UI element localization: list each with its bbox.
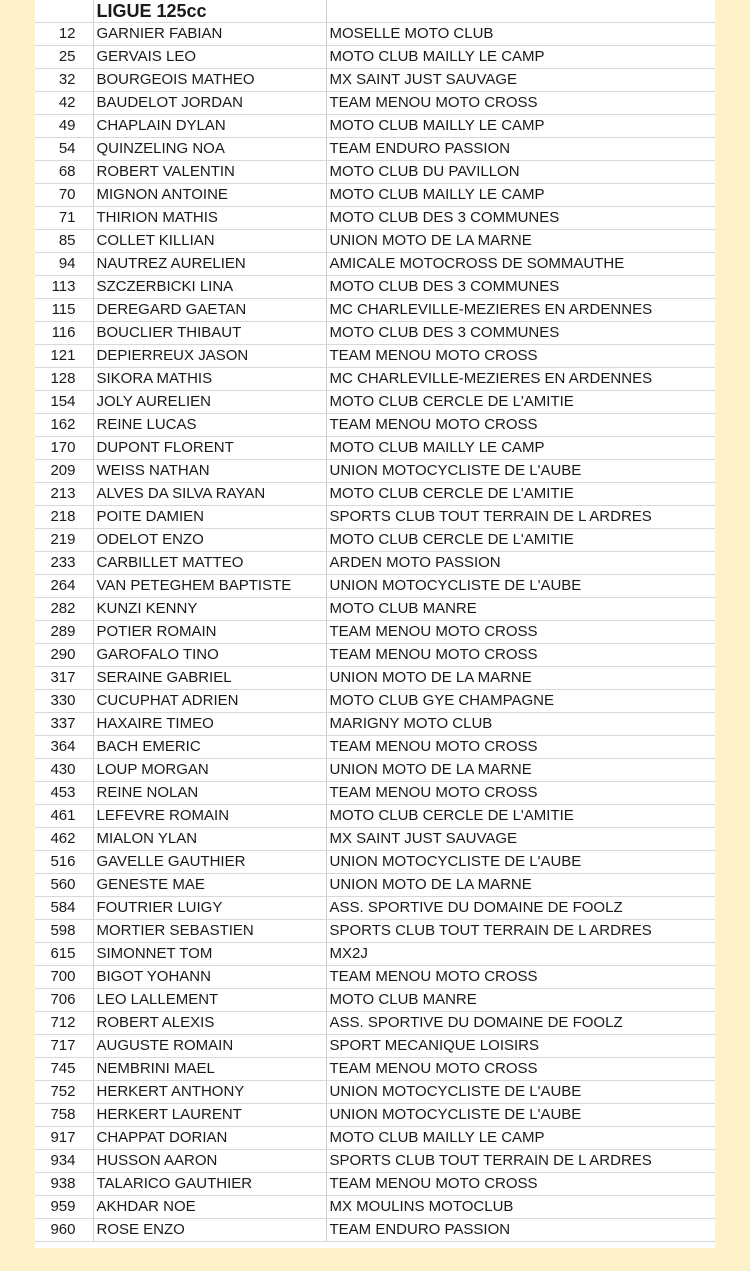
table-row: [35, 1058, 715, 1081]
entry-table-body: [35, 0, 715, 1242]
rider-name: ROBERT ALEXIS: [93, 1012, 326, 1035]
rider-number: 94: [35, 253, 93, 276]
rider-number: 209: [35, 460, 93, 483]
rider-name: GENESTE MAE: [93, 874, 326, 897]
table-row: [35, 414, 715, 437]
rider-name: VAN PETEGHEM BAPTISTE: [93, 575, 326, 598]
table-row: [35, 1035, 715, 1058]
table-row: [35, 276, 715, 299]
table-row: [35, 1104, 715, 1127]
club-name: MX SAINT JUST SAUVAGE: [326, 69, 715, 92]
table-row: [35, 460, 715, 483]
rider-number: 116: [35, 322, 93, 345]
club-name: UNION MOTOCYCLISTE DE L'AUBE: [326, 1104, 715, 1127]
rider-name: GAVELLE GAUTHIER: [93, 851, 326, 874]
table-row: [35, 391, 715, 414]
table-row: [35, 299, 715, 322]
rider-number: 233: [35, 552, 93, 575]
table-row: [35, 943, 715, 966]
rider-name: KUNZI KENNY: [93, 598, 326, 621]
club-name: MX2J: [326, 943, 715, 966]
club-name: MOTO CLUB CERCLE DE L'AMITIE: [326, 391, 715, 414]
table-row: [35, 184, 715, 207]
table-row: [35, 989, 715, 1012]
rider-name: GAROFALO TINO: [93, 644, 326, 667]
club-name: MOSELLE MOTO CLUB: [326, 23, 715, 46]
rider-name: THIRION MATHIS: [93, 207, 326, 230]
rider-number: 430: [35, 759, 93, 782]
table-row: [35, 966, 715, 989]
rider-number: 317: [35, 667, 93, 690]
rider-name: AKHDAR NOE: [93, 1196, 326, 1219]
table-row: [35, 621, 715, 644]
club-name: TEAM ENDURO PASSION: [326, 1219, 715, 1242]
rider-name: MIGNON ANTOINE: [93, 184, 326, 207]
rider-name: DEPIERREUX JASON: [93, 345, 326, 368]
club-name: SPORTS CLUB TOUT TERRAIN DE L ARDRES: [326, 920, 715, 943]
table-row: [35, 920, 715, 943]
rider-name: ALVES DA SILVA RAYAN: [93, 483, 326, 506]
rider-number: 218: [35, 506, 93, 529]
rider-number: 706: [35, 989, 93, 1012]
rider-name: CUCUPHAT ADRIEN: [93, 690, 326, 713]
table-row: [35, 437, 715, 460]
rider-name: BOURGEOIS MATHEO: [93, 69, 326, 92]
rider-name: NAUTREZ AURELIEN: [93, 253, 326, 276]
rider-name: CARBILLET MATTEO: [93, 552, 326, 575]
table-row: [35, 782, 715, 805]
club-name: ARDEN MOTO PASSION: [326, 552, 715, 575]
rider-name: BACH EMERIC: [93, 736, 326, 759]
rider-number: 337: [35, 713, 93, 736]
club-name: TEAM MENOU MOTO CROSS: [326, 644, 715, 667]
rider-number: 938: [35, 1173, 93, 1196]
rider-name: BAUDELOT JORDAN: [93, 92, 326, 115]
page-title: LIGUE 125cc: [93, 0, 326, 23]
rider-name: DUPONT FLORENT: [93, 437, 326, 460]
table-row: [35, 805, 715, 828]
rider-name: SIKORA MATHIS: [93, 368, 326, 391]
club-name: TEAM MENOU MOTO CROSS: [326, 345, 715, 368]
rider-number: 700: [35, 966, 93, 989]
header-empty-cell: [35, 0, 93, 23]
rider-name: BIGOT YOHANN: [93, 966, 326, 989]
rider-name: HUSSON AARON: [93, 1150, 326, 1173]
table-row: [35, 230, 715, 253]
rider-name: ROBERT VALENTIN: [93, 161, 326, 184]
rider-name: ODELOT ENZO: [93, 529, 326, 552]
rider-number: 264: [35, 575, 93, 598]
club-name: MC CHARLEVILLE-MEZIERES EN ARDENNES: [326, 368, 715, 391]
club-name: TEAM MENOU MOTO CROSS: [326, 782, 715, 805]
table-row: [35, 322, 715, 345]
table-row: [35, 23, 715, 46]
table-row: [35, 506, 715, 529]
club-name: TEAM MENOU MOTO CROSS: [326, 1173, 715, 1196]
rider-number: 115: [35, 299, 93, 322]
club-name: TEAM MENOU MOTO CROSS: [326, 92, 715, 115]
table-row: [35, 253, 715, 276]
club-name: MOTO CLUB MAILLY LE CAMP: [326, 437, 715, 460]
club-name: SPORTS CLUB TOUT TERRAIN DE L ARDRES: [326, 1150, 715, 1173]
rider-number: 330: [35, 690, 93, 713]
rider-name: WEISS NATHAN: [93, 460, 326, 483]
rider-name: SZCZERBICKI LINA: [93, 276, 326, 299]
rider-name: COLLET KILLIAN: [93, 230, 326, 253]
club-name: MOTO CLUB MAILLY LE CAMP: [326, 115, 715, 138]
table-row: [35, 736, 715, 759]
table-row: [35, 207, 715, 230]
rider-number: 959: [35, 1196, 93, 1219]
table-row: [35, 161, 715, 184]
table-row: [35, 552, 715, 575]
club-name: UNION MOTOCYCLISTE DE L'AUBE: [326, 460, 715, 483]
rider-name: HERKERT ANTHONY: [93, 1081, 326, 1104]
rider-number: 758: [35, 1104, 93, 1127]
club-name: TEAM MENOU MOTO CROSS: [326, 621, 715, 644]
rider-number: 934: [35, 1150, 93, 1173]
rider-name: CHAPPAT DORIAN: [93, 1127, 326, 1150]
rider-name: POITE DAMIEN: [93, 506, 326, 529]
rider-name: MORTIER SEBASTIEN: [93, 920, 326, 943]
table-row: [35, 1150, 715, 1173]
table-row: [35, 483, 715, 506]
club-name: MX MOULINS MOTOCLUB: [326, 1196, 715, 1219]
club-name: AMICALE MOTOCROSS DE SOMMAUTHE: [326, 253, 715, 276]
rider-name: TALARICO GAUTHIER: [93, 1173, 326, 1196]
club-name: MOTO CLUB DES 3 COMMUNES: [326, 276, 715, 299]
rider-number: 42: [35, 92, 93, 115]
rider-name: GERVAIS LEO: [93, 46, 326, 69]
rider-number: 461: [35, 805, 93, 828]
entry-table: [35, 0, 715, 1242]
rider-name: DEREGARD GAETAN: [93, 299, 326, 322]
rider-number: 615: [35, 943, 93, 966]
club-name: UNION MOTO DE LA MARNE: [326, 759, 715, 782]
table-row: [35, 138, 715, 161]
club-name: UNION MOTOCYCLISTE DE L'AUBE: [326, 575, 715, 598]
rider-name: BOUCLIER THIBAUT: [93, 322, 326, 345]
rider-number: 745: [35, 1058, 93, 1081]
table-row: [35, 345, 715, 368]
table-row: [35, 1196, 715, 1219]
entry-list-sheet: [35, 0, 715, 1248]
rider-number: 12: [35, 23, 93, 46]
club-name: UNION MOTOCYCLISTE DE L'AUBE: [326, 851, 715, 874]
rider-number: 516: [35, 851, 93, 874]
table-row: [35, 713, 715, 736]
rider-number: 71: [35, 207, 93, 230]
club-name: TEAM ENDURO PASSION: [326, 138, 715, 161]
table-row: [35, 828, 715, 851]
rider-number: 462: [35, 828, 93, 851]
table-row: [35, 690, 715, 713]
rider-number: 453: [35, 782, 93, 805]
rider-number: 752: [35, 1081, 93, 1104]
rider-name: HAXAIRE TIMEO: [93, 713, 326, 736]
table-row: [35, 1127, 715, 1150]
rider-name: JOLY AURELIEN: [93, 391, 326, 414]
header-empty-cell: [326, 0, 715, 23]
club-name: MOTO CLUB DES 3 COMMUNES: [326, 207, 715, 230]
rider-name: HERKERT LAURENT: [93, 1104, 326, 1127]
table-row: [35, 46, 715, 69]
rider-number: 560: [35, 874, 93, 897]
rider-number: 68: [35, 161, 93, 184]
header-row: [35, 0, 715, 23]
table-row: [35, 529, 715, 552]
club-name: MX SAINT JUST SAUVAGE: [326, 828, 715, 851]
club-name: UNION MOTO DE LA MARNE: [326, 230, 715, 253]
club-name: MC CHARLEVILLE-MEZIERES EN ARDENNES: [326, 299, 715, 322]
club-name: MOTO CLUB MAILLY LE CAMP: [326, 184, 715, 207]
rider-name: SERAINE GABRIEL: [93, 667, 326, 690]
club-name: MOTO CLUB CERCLE DE L'AMITIE: [326, 529, 715, 552]
club-name: MOTO CLUB CERCLE DE L'AMITIE: [326, 805, 715, 828]
rider-name: GARNIER FABIAN: [93, 23, 326, 46]
club-name: ASS. SPORTIVE DU DOMAINE DE FOOLZ: [326, 1012, 715, 1035]
club-name: TEAM MENOU MOTO CROSS: [326, 414, 715, 437]
table-row: [35, 1081, 715, 1104]
rider-number: 170: [35, 437, 93, 460]
table-row: [35, 1219, 715, 1242]
rider-number: 121: [35, 345, 93, 368]
rider-name: NEMBRINI MAEL: [93, 1058, 326, 1081]
rider-number: 290: [35, 644, 93, 667]
club-name: TEAM MENOU MOTO CROSS: [326, 736, 715, 759]
club-name: UNION MOTO DE LA MARNE: [326, 874, 715, 897]
table-row: [35, 644, 715, 667]
table-row: [35, 115, 715, 138]
rider-number: 213: [35, 483, 93, 506]
rider-name: AUGUSTE ROMAIN: [93, 1035, 326, 1058]
rider-number: 289: [35, 621, 93, 644]
club-name: MOTO CLUB MAILLY LE CAMP: [326, 1127, 715, 1150]
rider-number: 584: [35, 897, 93, 920]
rider-number: 32: [35, 69, 93, 92]
rider-number: 49: [35, 115, 93, 138]
rider-number: 54: [35, 138, 93, 161]
rider-number: 162: [35, 414, 93, 437]
rider-number: 128: [35, 368, 93, 391]
table-row: [35, 897, 715, 920]
club-name: MOTO CLUB GYE CHAMPAGNE: [326, 690, 715, 713]
table-row: [35, 1012, 715, 1035]
club-name: MOTO CLUB MAILLY LE CAMP: [326, 46, 715, 69]
table-row: [35, 1173, 715, 1196]
table-row: [35, 667, 715, 690]
club-name: SPORT MECANIQUE LOISIRS: [326, 1035, 715, 1058]
table-row: [35, 575, 715, 598]
rider-number: 85: [35, 230, 93, 253]
rider-number: 364: [35, 736, 93, 759]
club-name: UNION MOTO DE LA MARNE: [326, 667, 715, 690]
table-row: [35, 69, 715, 92]
club-name: UNION MOTOCYCLISTE DE L'AUBE: [326, 1081, 715, 1104]
rider-number: 25: [35, 46, 93, 69]
rider-number: 960: [35, 1219, 93, 1242]
rider-name: SIMONNET TOM: [93, 943, 326, 966]
rider-number: 282: [35, 598, 93, 621]
table-row: [35, 759, 715, 782]
rider-name: REINE LUCAS: [93, 414, 326, 437]
rider-name: LEFEVRE ROMAIN: [93, 805, 326, 828]
rider-number: 712: [35, 1012, 93, 1035]
club-name: SPORTS CLUB TOUT TERRAIN DE L ARDRES: [326, 506, 715, 529]
rider-name: QUINZELING NOA: [93, 138, 326, 161]
rider-number: 154: [35, 391, 93, 414]
club-name: MARIGNY MOTO CLUB: [326, 713, 715, 736]
rider-name: FOUTRIER LUIGY: [93, 897, 326, 920]
table-row: [35, 368, 715, 391]
rider-number: 113: [35, 276, 93, 299]
rider-name: REINE NOLAN: [93, 782, 326, 805]
rider-number: 917: [35, 1127, 93, 1150]
rider-name: POTIER ROMAIN: [93, 621, 326, 644]
club-name: TEAM MENOU MOTO CROSS: [326, 1058, 715, 1081]
rider-name: LOUP MORGAN: [93, 759, 326, 782]
club-name: MOTO CLUB CERCLE DE L'AMITIE: [326, 483, 715, 506]
rider-number: 70: [35, 184, 93, 207]
club-name: MOTO CLUB DES 3 COMMUNES: [326, 322, 715, 345]
rider-name: MIALON YLAN: [93, 828, 326, 851]
table-row: [35, 851, 715, 874]
club-name: ASS. SPORTIVE DU DOMAINE DE FOOLZ: [326, 897, 715, 920]
rider-name: LEO LALLEMENT: [93, 989, 326, 1012]
club-name: TEAM MENOU MOTO CROSS: [326, 966, 715, 989]
table-row: [35, 874, 715, 897]
rider-number: 219: [35, 529, 93, 552]
rider-name: CHAPLAIN DYLAN: [93, 115, 326, 138]
rider-number: 717: [35, 1035, 93, 1058]
club-name: MOTO CLUB DU PAVILLON: [326, 161, 715, 184]
table-row: [35, 598, 715, 621]
rider-name: ROSE ENZO: [93, 1219, 326, 1242]
club-name: MOTO CLUB MANRE: [326, 598, 715, 621]
club-name: MOTO CLUB MANRE: [326, 989, 715, 1012]
table-row: [35, 92, 715, 115]
rider-number: 598: [35, 920, 93, 943]
